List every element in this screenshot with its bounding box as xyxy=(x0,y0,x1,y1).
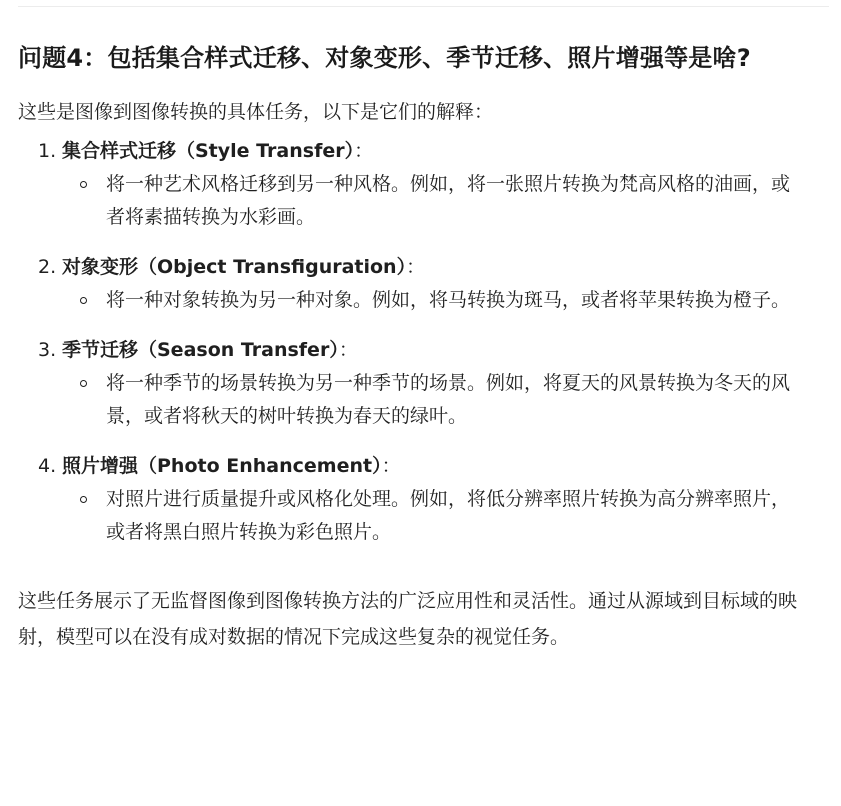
task-item-style-transfer xyxy=(18,135,808,234)
task-detail-text: 将一种对象转换为另一种对象。例如，将马转换为斑马，或者将苹果转换为橙子。 xyxy=(106,289,791,311)
conclusion-paragraph: 这些任务展示了无监督图像到图像转换方法的广泛应用性和灵活性。通过从源域到目标域的映射，模型可以在没有成对数据的情况下完成这些复杂的视觉任务。 xyxy=(18,590,798,648)
task-heading xyxy=(38,135,808,168)
task-number: 2. xyxy=(38,256,57,278)
intro-paragraph: 这些是图像到图像转换的具体任务，以下是它们的解释： xyxy=(18,101,494,123)
task-detail-list xyxy=(62,483,808,549)
task-colon: ： xyxy=(354,140,374,162)
task-detail xyxy=(106,483,808,549)
task-colon: ： xyxy=(406,256,426,278)
answer-content xyxy=(18,40,808,655)
hollow-bullet-icon xyxy=(80,380,87,387)
task-heading xyxy=(38,334,808,367)
task-title: 季节迁移（Season Transfer） xyxy=(62,339,339,361)
task-item-object-transfiguration xyxy=(18,251,808,317)
task-detail-list xyxy=(62,284,808,317)
task-colon: ： xyxy=(338,339,358,361)
task-item-season-transfer xyxy=(18,334,808,433)
task-colon: ： xyxy=(381,455,401,477)
task-detail-text: 对照片进行质量提升或风格化处理。例如，将低分辨率照片转换为高分辨率照片，或者将黑白照片转换为彩色照片。 xyxy=(106,488,791,543)
task-title: 对象变形（Object Transfiguration） xyxy=(62,256,407,278)
task-number: 3. xyxy=(38,339,57,361)
task-heading xyxy=(38,450,808,483)
task-detail xyxy=(106,168,808,234)
task-list xyxy=(18,135,808,549)
task-detail-text: 将一种季节的场景转换为另一种季节的场景。例如，将夏天的风景转换为冬天的风景，或者将秋天的树叶转换为春天的绿叶。 xyxy=(106,372,791,427)
task-title: 集合样式迁移（Style Transfer） xyxy=(62,140,355,162)
task-detail xyxy=(106,284,808,317)
task-detail-list xyxy=(62,367,808,433)
task-detail-list xyxy=(62,168,808,234)
hollow-bullet-icon xyxy=(80,297,87,304)
task-item-photo-enhancement xyxy=(18,450,808,549)
task-number: 4. xyxy=(38,455,57,477)
task-detail-text: 将一种艺术风格迁移到另一种风格。例如，将一张照片转换为梵高风格的油画，或者将素描转换为水彩画。 xyxy=(106,173,791,228)
top-divider xyxy=(18,6,829,7)
task-number: 1. xyxy=(38,140,57,162)
question-heading: 问题4：包括集合样式迁移、对象变形、季节迁移、照片增强等是啥? xyxy=(18,44,751,72)
task-heading xyxy=(38,251,808,284)
hollow-bullet-icon xyxy=(80,181,87,188)
task-detail xyxy=(106,367,808,433)
hollow-bullet-icon xyxy=(80,496,87,503)
task-title: 照片增强（Photo Enhancement） xyxy=(62,455,382,477)
